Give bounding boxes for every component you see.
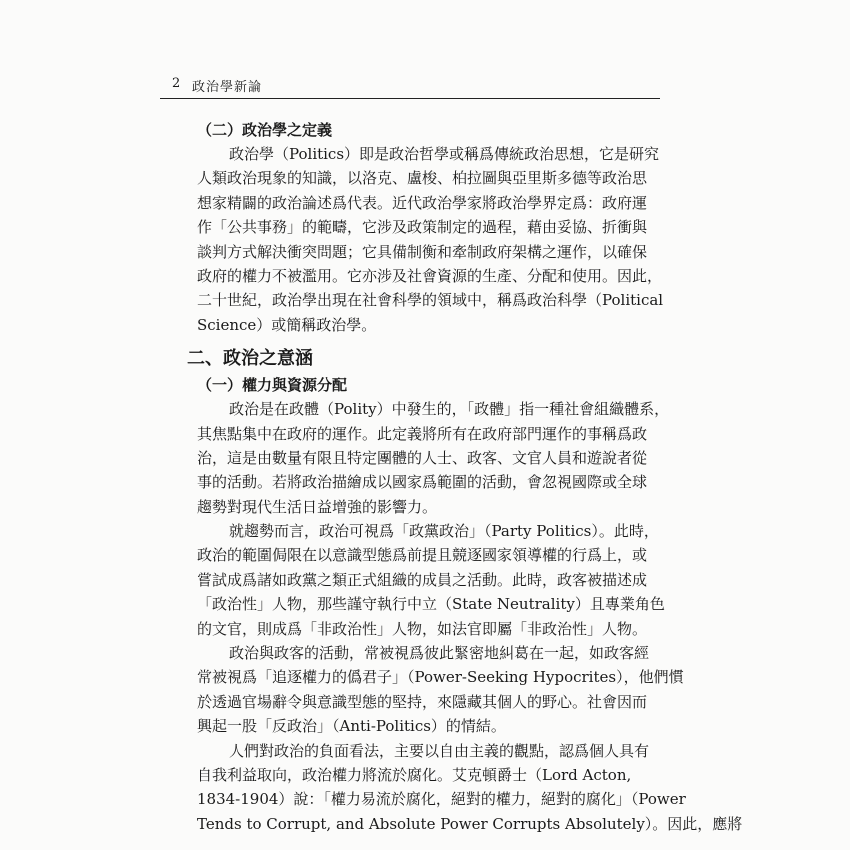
- text-line: 政治與政客的活動，常被視爲彼此緊密地糾葛在一起，如政客經: [229, 644, 650, 663]
- subsection-heading-power: （一）權力與資源分配: [197, 376, 348, 395]
- text-line: 事的活動。若將政治描繪成以國家爲範圍的活動，會忽視國際或全球: [197, 473, 648, 492]
- text-line: 的文官，則成爲「非政治性」人物，如法官即屬「非政治性」人物。: [197, 619, 648, 638]
- paragraph: [197, 519, 667, 641]
- text-line: 趨勢對現代生活日益增強的影響力。: [197, 497, 438, 516]
- text-line: 二十世紀，政治學出現在社會科學的領域中，稱爲政治科學（Political: [197, 291, 664, 310]
- text-line: 政治是在政體（Polity）中發生的，「政體」指一種社會組織體系，: [229, 400, 670, 419]
- text-line: 談判方式解決衝突問題；它具備制衡和牽制政府架構之運作，以確保: [197, 242, 648, 261]
- text-line: 人類政治現象的知識，以洛克、盧梭、柏拉圖與亞里斯多德等政治思: [197, 169, 648, 188]
- text-line: 作「公共事務」的範疇，它涉及政策制定的過程，藉由妥協、折衝與: [197, 218, 648, 237]
- text-line: 治，這是由數量有限且特定團體的人士、政客、文官人員和遊說者從: [197, 448, 648, 467]
- text-line: 嘗試成爲諸如政黨之類正式組織的成員之活動。此時，政客被描述成: [197, 570, 648, 589]
- page-body: [187, 118, 743, 836]
- paragraph: [197, 142, 667, 337]
- paragraph: [197, 641, 684, 739]
- page-number: 2: [172, 76, 181, 91]
- text-line: 常被視爲「追逐權力的僞君子」（Power-Seeking Hypocrites），他們慣: [197, 668, 684, 687]
- text-line: 人們對政治的負面看法，主要以自由主義的觀點，認爲個人具有: [229, 741, 650, 760]
- text-line: 1834-1904）說：「權力易流於腐化，絕對的權力，絕對的腐化」（Power: [197, 790, 686, 809]
- running-header: [160, 70, 660, 99]
- chapter-section-heading: 二、政治之意涵: [187, 348, 313, 370]
- section-heading-definition: （二）政治學之定義: [197, 121, 333, 139]
- text-line: 「政治性」人物，那些謹守執行中立（State Neutrality）且專業角色: [197, 595, 665, 614]
- text-line: Science）或簡稱政治學。: [197, 315, 377, 334]
- text-line: 政治學（Politics）即是政治哲學或稱爲傳統政治思想，它是研究: [229, 145, 660, 163]
- text-line: 興起一股「反政治」（Anti-Politics）的情結。: [197, 717, 506, 736]
- text-line: Tends to Corrupt, and Absolute Power Corrupts Absolutely）。因此，應將: [197, 814, 743, 833]
- text-line: 政治的範圍侷限在以意識型態爲前提且競逐國家領導權的行爲上，或: [197, 546, 648, 565]
- paragraph: [197, 739, 743, 837]
- text-line: 想家精闢的政治論述爲代表。近代政治學家將政治學界定爲：政府運: [197, 193, 648, 212]
- text-line: 其焦點集中在政府的運作。此定義將所有在政府部門運作的事稱爲政: [197, 424, 648, 443]
- text-line: 就趨勢而言，政治可視爲「政黨政治」（Party Politics）。此時，: [229, 522, 659, 541]
- text-line: 於透過官場辭令與意識型態的堅持，來隱藏其個人的野心。社會因而: [197, 692, 648, 711]
- text-line: 政府的權力不被濫用。它亦涉及社會資源的生產、分配和使用。因此，: [197, 266, 663, 285]
- paragraph: [197, 397, 670, 519]
- running-title: 政治學新論: [192, 80, 263, 95]
- text-line: 自我利益取向，政治權力將流於腐化。艾克頓爵士（Lord Acton,: [197, 765, 632, 784]
